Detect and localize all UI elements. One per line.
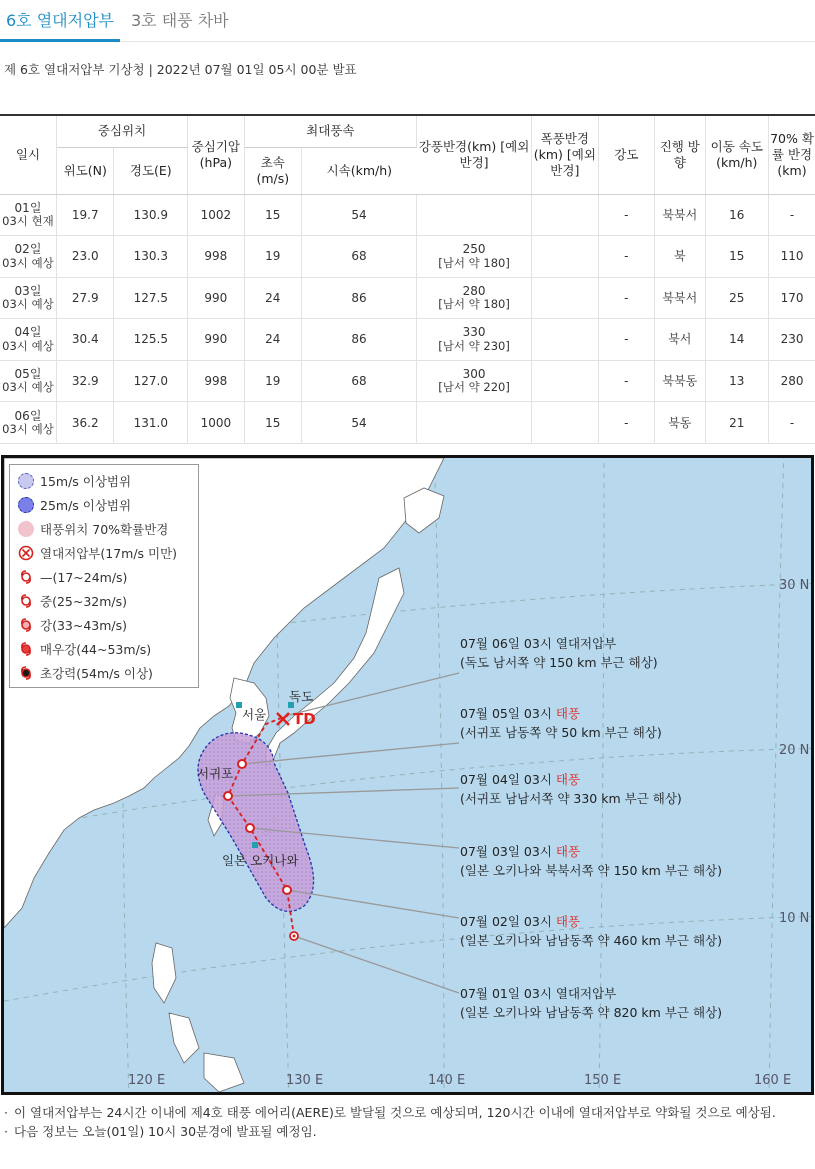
- cell-direction: 북북서: [655, 277, 705, 319]
- cell-speed: 21: [705, 402, 769, 444]
- callout-title: [460, 912, 722, 931]
- legend-item: [18, 565, 127, 589]
- cell-gale-exception: [남서 약 180]: [438, 255, 510, 270]
- header-wind-kmh: 시속(km/h): [302, 147, 417, 194]
- dotted-circle-light-icon: [18, 473, 34, 489]
- tab-typhoon3[interactable]: 3호 태풍 차바: [131, 11, 229, 30]
- callout: [460, 704, 662, 742]
- header-storm-radius: 폭풍반경 (km) [예외반경]: [532, 115, 599, 194]
- forecast-table: [0, 114, 815, 444]
- table-row: [0, 194, 815, 236]
- callout-date: 07월 01일 03시: [460, 986, 552, 1001]
- cell-hour: 03시 예상: [2, 255, 54, 270]
- cell-intensity: -: [598, 194, 654, 236]
- header-wind-ms: 초속 (m/s): [244, 147, 301, 194]
- legend-item: [18, 589, 127, 613]
- lon-label-160: 160 E: [754, 1073, 792, 1088]
- cell-speed: 25: [705, 277, 769, 319]
- place-dokdo: 독도: [289, 689, 314, 704]
- cell-pressure: 1000: [188, 402, 244, 444]
- cell-wind_ms: 15: [244, 402, 301, 444]
- callout-date: 07월 04일 03시: [460, 772, 552, 787]
- cell-day: 06일: [14, 408, 42, 423]
- td-label: TD: [293, 710, 316, 728]
- map-legend: [9, 464, 199, 688]
- callout: [460, 842, 722, 880]
- callout: [460, 634, 658, 672]
- cell-prob: -: [769, 402, 815, 444]
- callout-desc: (일본 오키나와 북북서쪽 약 150 km 부근 해상): [460, 863, 722, 878]
- cell-pressure: 998: [188, 360, 244, 402]
- cell-speed: 15: [705, 236, 769, 278]
- table-row: [0, 319, 815, 361]
- cell-direction: 북동: [655, 402, 705, 444]
- cell-wind_kmh: 86: [302, 319, 417, 361]
- cell-direction: 북북동: [655, 360, 705, 402]
- callout-date: 07월 02일 03시: [460, 914, 552, 929]
- callout-status: 태풍: [555, 772, 581, 787]
- notice-title: 제 6호 열대저압부 기상청 | 2022년 07월 01일 05시 00분 발표: [4, 62, 357, 77]
- cell-wind_ms: 19: [244, 360, 301, 402]
- cell-gale-exception: [남서 약 180]: [438, 297, 510, 312]
- table-row: [0, 360, 815, 402]
- callout-status: 열대저압부: [555, 986, 617, 1001]
- cell-prob: 170: [769, 277, 815, 319]
- legend-label: —(17~24m/s): [40, 569, 128, 585]
- cell-time: [0, 319, 56, 361]
- cell-time: [0, 360, 56, 402]
- cell-pressure: 990: [188, 319, 244, 361]
- cell-lon: 130.3: [114, 236, 188, 278]
- legend-label: 초강력(54m/s 이상): [40, 666, 153, 681]
- callout-date: 07월 03일 03시: [460, 844, 552, 859]
- cell-intensity: -: [598, 236, 654, 278]
- cell-time: [0, 402, 56, 444]
- cell-lon: 125.5: [114, 319, 188, 361]
- cell-direction: 북북서: [655, 194, 705, 236]
- cell-gale-value: 280: [462, 283, 486, 298]
- legend-label: 강(33~43m/s): [40, 618, 128, 633]
- callout-title: [460, 842, 722, 861]
- cell-wind_kmh: 68: [302, 360, 417, 402]
- callout-desc: (일본 오키나와 남남동쪽 약 460 km 부근 해상): [460, 933, 722, 948]
- cell-hour: 03시 예상: [2, 338, 54, 353]
- cell-intensity: -: [598, 277, 654, 319]
- cell-gale-value: 330: [462, 325, 486, 340]
- table-row: [0, 277, 815, 319]
- cell-day: 05일: [14, 367, 42, 382]
- typhoon-super-icon: [18, 665, 34, 681]
- note-1: · 이 열대저압부는 24시간 이내에 제4호 태풍 에어리(AERE)로 발달될 것으로 예상되며, 120시간 이내에 열대저압부로 약화될 것으로 예상됨.: [4, 1103, 812, 1122]
- cell-wind_kmh: 54: [302, 402, 417, 444]
- cell-pressure: 998: [188, 236, 244, 278]
- cell-storm: [532, 277, 599, 319]
- header-gale-radius: 강풍반경(km) [예외반경]: [417, 115, 532, 194]
- cell-wind_kmh: 86: [302, 277, 417, 319]
- legend-item: [18, 613, 127, 637]
- cell-lat: 23.0: [56, 236, 113, 278]
- cell-hour: 03시 예상: [2, 297, 54, 312]
- cell-storm: [532, 236, 599, 278]
- cell-prob: 110: [769, 236, 815, 278]
- cell-hour: 03시 예상: [2, 422, 54, 437]
- place-okinawa: 일본 오키나와: [222, 853, 299, 868]
- cell-prob: 230: [769, 319, 815, 361]
- cell-hour: 03시 현재: [2, 214, 54, 229]
- cell-speed: 13: [705, 360, 769, 402]
- legend-item: [18, 493, 131, 517]
- cell-wind_ms: 24: [244, 277, 301, 319]
- header-direction: 진행 방향: [655, 115, 705, 194]
- cell-time: [0, 277, 56, 319]
- legend-label: 열대저압부(17m/s 미만): [40, 546, 178, 561]
- legend-item: [18, 637, 151, 661]
- header-pressure: 중심기압 (hPa): [188, 115, 244, 194]
- cell-gale-radius: [417, 319, 532, 361]
- cell-day: 01일: [14, 200, 42, 215]
- callout-date: 07월 06일 03시: [460, 636, 552, 651]
- cell-lon: 127.0: [114, 360, 188, 402]
- cell-lat: 30.4: [56, 319, 113, 361]
- cell-lon: 131.0: [114, 402, 188, 444]
- okinawa-marker: [252, 842, 258, 848]
- cell-lat: 36.2: [56, 402, 113, 444]
- header-max-wind: 최대풍속: [244, 115, 416, 147]
- cell-lat: 27.9: [56, 277, 113, 319]
- typhoon-strong-icon: [18, 617, 34, 633]
- cell-prob: 280: [769, 360, 815, 402]
- callout-date: 07월 05일 03시: [460, 706, 552, 721]
- cell-lat: 32.9: [56, 360, 113, 402]
- cell-time: [0, 194, 56, 236]
- callout-desc: (일본 오키나와 남남동쪽 약 820 km 부근 해상): [460, 1005, 722, 1020]
- place-seogwipo: 서귀포: [197, 766, 234, 781]
- legend-label: 태풍위치 70%확률반경: [40, 522, 169, 537]
- cell-intensity: -: [598, 402, 654, 444]
- cell-gale-value: 250: [462, 242, 486, 257]
- cell-wind_kmh: 54: [302, 194, 417, 236]
- legend-label: 매우강(44~53m/s): [40, 642, 152, 657]
- cell-hour: 03시 예상: [2, 380, 54, 395]
- legend-label: 15m/s 이상범위: [40, 474, 132, 489]
- legend-label: 중(25~32m/s): [40, 594, 128, 609]
- header-lat: 위도(N): [56, 147, 113, 194]
- cell-wind_ms: 19: [244, 236, 301, 278]
- cell-day: 03일: [14, 283, 42, 298]
- typhoon-very-strong-icon: [18, 641, 34, 657]
- circled-x-icon: [18, 545, 34, 561]
- legend-item: [18, 661, 153, 685]
- cell-direction: 북: [655, 236, 705, 278]
- cell-storm: [532, 402, 599, 444]
- tab-bar: [0, 0, 815, 42]
- cell-day: 02일: [14, 242, 42, 257]
- callout-status: 태풍: [555, 844, 581, 859]
- callout: [460, 984, 722, 1022]
- cell-speed: 14: [705, 319, 769, 361]
- callout-status: 열대저압부: [555, 636, 617, 651]
- notes: [4, 1103, 812, 1141]
- pink-circle-icon: [18, 521, 34, 537]
- legend-item: [18, 541, 177, 565]
- cell-lat: 19.7: [56, 194, 113, 236]
- legend-label: 25m/s 이상범위: [40, 498, 132, 513]
- cell-wind_ms: 24: [244, 319, 301, 361]
- lon-label-140: 140 E: [428, 1073, 466, 1088]
- callout-title: [460, 770, 682, 789]
- cell-day: 04일: [14, 325, 42, 340]
- lon-label-150: 150 E: [584, 1073, 622, 1088]
- cell-pressure: 990: [188, 277, 244, 319]
- cell-time: [0, 236, 56, 278]
- lat-label-20: 20 N: [779, 743, 810, 758]
- cell-gale-radius: [417, 360, 532, 402]
- cell-gale-radius: [417, 402, 532, 444]
- cell-storm: [532, 194, 599, 236]
- tab-td6[interactable]: 6호 열대저압부: [0, 8, 120, 42]
- lon-label-130: 130 E: [286, 1073, 324, 1088]
- cell-storm: [532, 319, 599, 361]
- callout: [460, 912, 722, 950]
- header-center: 중심위치: [56, 115, 187, 147]
- cell-gale-radius: [417, 277, 532, 319]
- callout-desc: (서귀포 남남서쪽 약 330 km 부근 해상): [460, 791, 682, 806]
- cell-lon: 130.9: [114, 194, 188, 236]
- place-seoul: 서울: [242, 707, 267, 722]
- header-intensity: 강도: [598, 115, 654, 194]
- cell-gale-exception: [남서 약 220]: [438, 380, 510, 395]
- callout-status: 태풍: [555, 706, 581, 721]
- callout-status: 태풍: [555, 914, 581, 929]
- note-2: · 다음 정보는 오늘(01일) 10시 30분경에 발표될 예정임.: [4, 1122, 812, 1141]
- cell-gale-exception: [남서 약 230]: [438, 338, 510, 353]
- cell-wind_kmh: 68: [302, 236, 417, 278]
- cell-lon: 127.5: [114, 277, 188, 319]
- callout-title: [460, 704, 662, 723]
- header-speed: 이동 속도 (km/h): [705, 115, 769, 194]
- header-prob-radius: 70% 확률 반경 (km): [769, 115, 815, 194]
- dotted-circle-dark-icon: [18, 497, 34, 513]
- cell-gale-radius: [417, 236, 532, 278]
- legend-item: [18, 469, 131, 493]
- cell-speed: 16: [705, 194, 769, 236]
- cell-pressure: 1002: [188, 194, 244, 236]
- cell-intensity: -: [598, 319, 654, 361]
- typhoon-track-map: [1, 455, 814, 1095]
- callout: [460, 770, 682, 808]
- cell-wind_ms: 15: [244, 194, 301, 236]
- cell-gale-value: 300: [462, 367, 486, 382]
- callout-title: [460, 634, 658, 653]
- typhoon-medium-icon: [18, 593, 34, 609]
- table-row: [0, 236, 815, 278]
- table-row: [0, 402, 815, 444]
- legend-item: [18, 517, 168, 541]
- cell-intensity: -: [598, 360, 654, 402]
- header-time: 일시: [0, 115, 56, 194]
- lon-label-120: 120 E: [128, 1073, 166, 1088]
- lat-label-10: 10 N: [779, 911, 810, 926]
- header-lon: 경도(E): [114, 147, 188, 194]
- cell-direction: 북서: [655, 319, 705, 361]
- callout-desc: (독도 남서쪽 약 150 km 부근 해상): [460, 655, 658, 670]
- lat-label-30: 30 N: [779, 578, 810, 593]
- cell-storm: [532, 360, 599, 402]
- cell-prob: -: [769, 194, 815, 236]
- callout-desc: (서귀포 남동쪽 약 50 km 부근 해상): [460, 725, 662, 740]
- typhoon-weak-icon: [18, 569, 34, 585]
- cell-gale-radius: [417, 194, 532, 236]
- callout-title: [460, 984, 722, 1003]
